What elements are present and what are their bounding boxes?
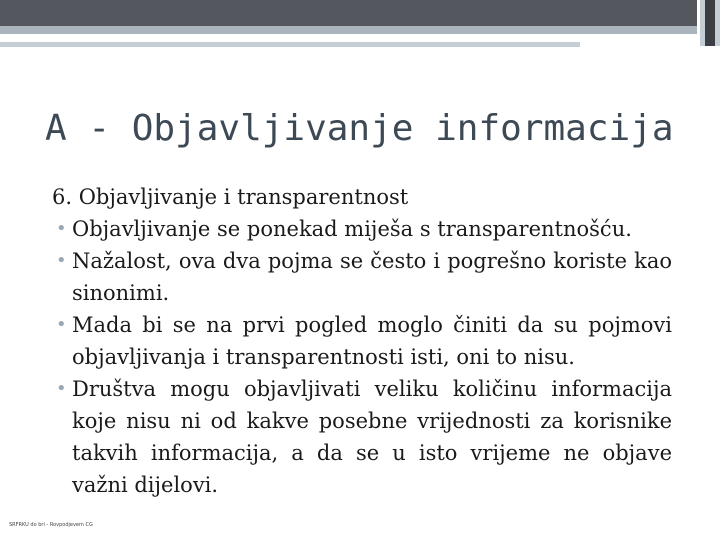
list-item-text: Mada bi se na prvi pogled moglo činiti da su pojmovi objavljivanja i transparentnosti isti, oni to nisu. — [72, 313, 672, 369]
bullet-list — [52, 213, 672, 501]
header-stripe — [0, 26, 697, 34]
bullet-icon: • — [56, 250, 67, 271]
bullet-icon: • — [56, 378, 67, 399]
header-underline — [0, 42, 580, 47]
slide-body — [52, 181, 672, 501]
bullet-icon: • — [56, 218, 67, 239]
list-item-text: Društva mogu objavljivati veliku količinu informacija koje nisu ni od kakve posebne vrijednosti za korisnike takvih informacija, a da se u isto vrijeme ne objave važni dijelovi. — [72, 377, 672, 497]
corner-decoration — [700, 0, 720, 46]
list-item-text: Nažalost, ova dva pojma se često i pogrešno koriste kao sinonimi. — [72, 249, 672, 305]
list-item-text: Objavljivanje se ponekad miješa s transparentnošću. — [72, 217, 632, 241]
slide-title: A - Objavljivanje informacija — [45, 108, 674, 149]
list-item — [52, 373, 672, 501]
section-heading: 6. Objavljivanje i transparentnost — [52, 185, 409, 209]
list-item — [52, 309, 672, 373]
list-item — [52, 213, 672, 245]
header-bar — [0, 0, 697, 26]
bullet-icon: • — [56, 314, 67, 335]
corner-decoration-inner — [705, 0, 715, 46]
footer-note: SRFRKU do bri - Rovpodjevem CG — [9, 522, 93, 528]
list-item — [52, 245, 672, 309]
